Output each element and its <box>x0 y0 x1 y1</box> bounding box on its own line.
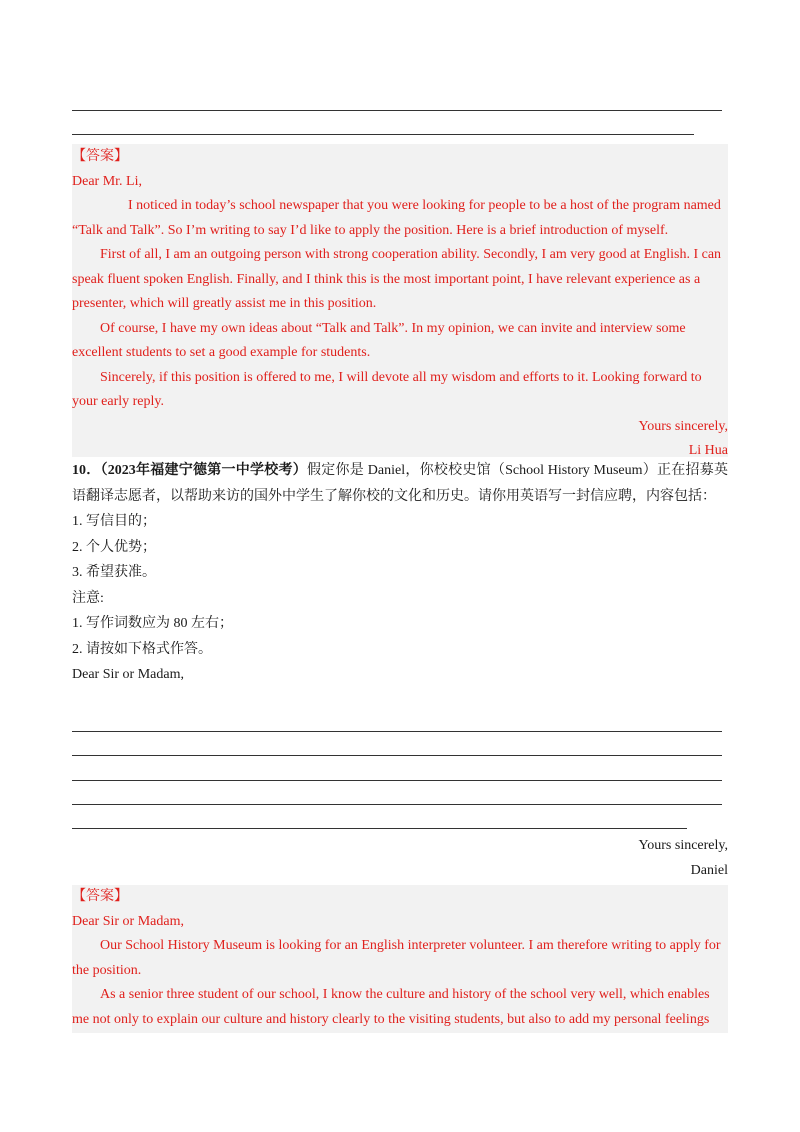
answer-closing: Yours sincerely, <box>638 418 728 434</box>
writing-line <box>72 804 722 805</box>
answer-block <box>72 885 728 1033</box>
answer-signature: Li Hua <box>688 443 728 458</box>
note-item: 1. 写作词数应为 80 左右； <box>72 616 233 631</box>
writing-line <box>72 780 722 781</box>
question-prompt <box>72 458 728 509</box>
question-number: 10． <box>72 463 101 478</box>
answer-paragraph: As a senior three student of our school, I know the culture and history of the school very well, which enables me not only to explain our culture and history clearly to the visiting students, but also to add my personal feelings <box>72 987 710 1027</box>
letter-closing <box>639 834 728 883</box>
requirement-item: 3. 希望获准。 <box>72 565 156 580</box>
answer-salutation: Dear Mr. Li, <box>72 173 142 189</box>
closing-phrase: Yours sincerely, <box>638 838 728 853</box>
requirement-item: 2. 个人优势； <box>72 539 156 555</box>
note-item: 2. 请按如下格式作答。 <box>72 641 212 657</box>
answer-paragraph: First of all, I am an outgoing person with strong cooperation ability. Secondly, I am very good at English. I can speak fluent spoken English. Finally, and I think this is the most important point, I have relevant experience as a presenter, which will greatly assist me in this position. <box>72 247 722 311</box>
note-label: 注意: <box>72 590 104 606</box>
requirement-item: 1. 写信目的； <box>72 514 156 529</box>
question-10 <box>72 458 728 688</box>
letter-salutation: Dear Sir or Madam, <box>72 667 184 682</box>
answer-paragraph: Sincerely, if this position is offered to me, I will devote all my wisdom and efforts to it. Looking forward to your early reply. <box>72 369 702 409</box>
writing-line <box>72 828 687 829</box>
writing-line <box>72 134 694 135</box>
answer-tag: 【答案】 <box>72 149 128 164</box>
writing-line <box>72 110 722 111</box>
writing-line <box>72 731 722 732</box>
question-source: （2023年福建宁德第一中学校考） <box>100 463 308 478</box>
answer-paragraph: I noticed in today’s school newspaper that you were looking for people to be a host of the program named “Talk and Talk”. So I’m writing to say I’d like to apply the position. Here is a brief introduction of myself. <box>72 198 721 238</box>
writing-line <box>72 755 722 756</box>
answer-tag: 【答案】 <box>72 889 128 904</box>
closing-signature: Daniel <box>690 862 728 878</box>
answer-salutation: Dear Sir or Madam, <box>72 913 184 929</box>
answer-paragraph: Of course, I have my own ideas about “Talk and Talk”. In my opinion, we can invite and interview some excellent students to set a good example for students. <box>72 320 686 360</box>
answer-block <box>72 144 728 457</box>
answer-paragraph: Our School History Museum is looking for an English interpreter volunteer. I am therefore writing to apply for the position. <box>72 938 721 978</box>
question-text: 假定你是 Daniel，你校校史馆（School History Museum）正在招募英语翻译志愿者，以帮助来访的国外中学生了解你校的文化和历史。请你用英语写一封信应聘，内容包括： <box>72 463 729 504</box>
